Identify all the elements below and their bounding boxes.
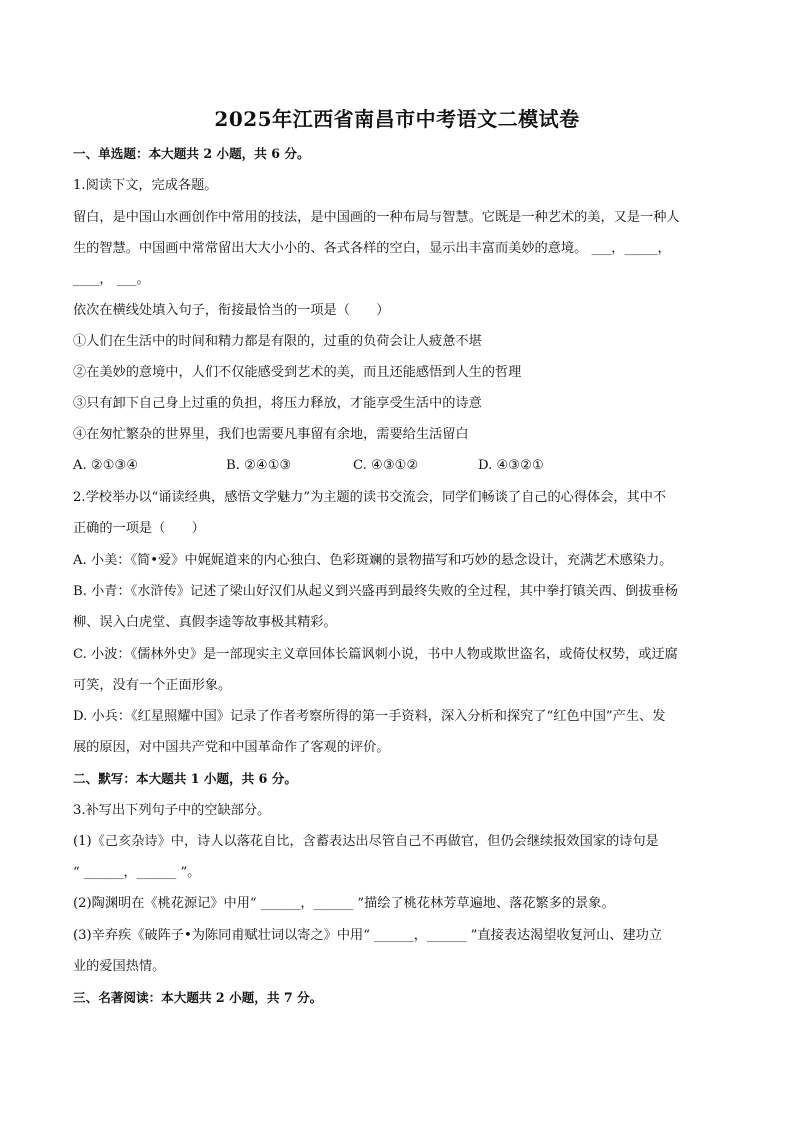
q3-part-1-blanks[interactable]: “ ______，______ ”。 xyxy=(73,865,201,880)
q1-sentence-3: ③只有卸下自己身上过重的负担，将压力释放，才能享受生活中的诗意 xyxy=(73,396,482,411)
q1-sentence-2: ②在美妙的意境中，人们不仅能感受到艺术的美，而且还能感悟到人生的哲理 xyxy=(73,365,522,380)
q2-option-b[interactable]: B. 小青：《水浒传》记述了梁山好汉们从起义到兴盛再到最终失败的全过程，其中拳打镇关西、倒拔垂杨 xyxy=(73,584,678,599)
q1-passage-line: ____， ___。 xyxy=(73,272,150,287)
q1-option-a[interactable]: A. ②①③④ xyxy=(73,458,139,473)
q2-option-d-cont[interactable]: 展的原因，对中国共产党和中国革命作了客观的评价。 xyxy=(73,740,390,755)
exam-title: 2025年江西省南昌市中考语文二模试卷 xyxy=(214,107,580,131)
q2-option-d[interactable]: D. 小兵：《红星照耀中国》记录了作者考察所得的第一手资料，深入分析和探究了“红色中国”产生、发 xyxy=(73,709,666,724)
q3-part-1: (1)《己亥杂诗》中，诗人以落花自比，含蓄表达出尽管自己不再做官，但仍会继续报效国家的诗句是 xyxy=(73,834,659,849)
q2-option-c-cont[interactable]: 可笑，没有一个正面形象。 xyxy=(73,678,232,693)
question-1-stem: 1.阅读下文，完成各题。 xyxy=(73,178,218,193)
q1-passage-line: 留白，是中国山水画创作中常用的技法，是中国画的一种布局与智慧。它既是一种艺术的美，又是一种人 xyxy=(73,210,680,225)
q1-option-d[interactable]: D. ④③②① xyxy=(478,458,544,473)
question-2-stem: 2.学校举办以“诵读经典，感悟文学魅力”为主题的读书交流会，同学们畅谈了自己的心得体会，其中不 xyxy=(73,490,667,505)
q2-option-b-cont[interactable]: 柳、误入白虎堂、真假李逵等故事极其精彩。 xyxy=(73,615,337,630)
q2-option-c[interactable]: C. 小波：《儒林外史》是一部现实主义章回体长篇讽刺小说，书中人物或欺世盗名，或倚仗权势，或迂腐 xyxy=(73,647,678,662)
section-heading-classics-reading: 三、名著阅读：本大题共 2 小题，共 7 分。 xyxy=(73,990,323,1005)
q3-part-2[interactable]: (2)陶渊明在《桃花源记》中用“ ______，______ ”描绘了桃花林芳草遍地、落花繁多的景象。 xyxy=(73,896,615,911)
q3-part-3-cont: 业的爱国热情。 xyxy=(73,959,166,974)
question-2-stem-cont: 正确的一项是（ ） xyxy=(73,521,205,536)
q1-prompt: 依次在横线处填入句子，衔接最恰当的一项是（ ） xyxy=(73,303,390,318)
section-heading-single-choice: 一、单选题：本大题共 2 小题，共 6 分。 xyxy=(73,146,310,161)
q3-part-3[interactable]: (3)辛弃疾《破阵子•为陈同甫赋壮词以寄之》中用“ ______，______ ”直接表达渴望收复河山、建功立 xyxy=(73,928,663,943)
q2-option-a[interactable]: A. 小美：《简•爱》中娓娓道来的内心独白、色彩斑斓的景物描写和巧妙的悬念设计，充满艺术感染力。 xyxy=(73,553,673,568)
q1-sentence-4: ④在匆忙繁杂的世界里，我们也需要凡事留有余地，需要给生活留白 xyxy=(73,427,469,442)
q1-options xyxy=(73,456,723,476)
q1-sentence-1: ①人们在生活中的时间和精力都是有限的，过重的负荷会让人疲惫不堪 xyxy=(73,334,482,349)
q1-passage-line: 生的智慧。中国画中常常留出大大小小的、各式各样的空白，显示出丰富而美妙的意境。 ___，_____， xyxy=(73,241,671,256)
q1-option-c[interactable]: C. ④③①② xyxy=(353,458,419,473)
q1-option-b[interactable]: B. ②④①③ xyxy=(226,458,292,473)
question-3-stem: 3.补写出下列句子中的空缺部分。 xyxy=(73,803,271,818)
section-heading-dictation: 二、默写：本大题共 1 小题，共 6 分。 xyxy=(73,771,297,786)
